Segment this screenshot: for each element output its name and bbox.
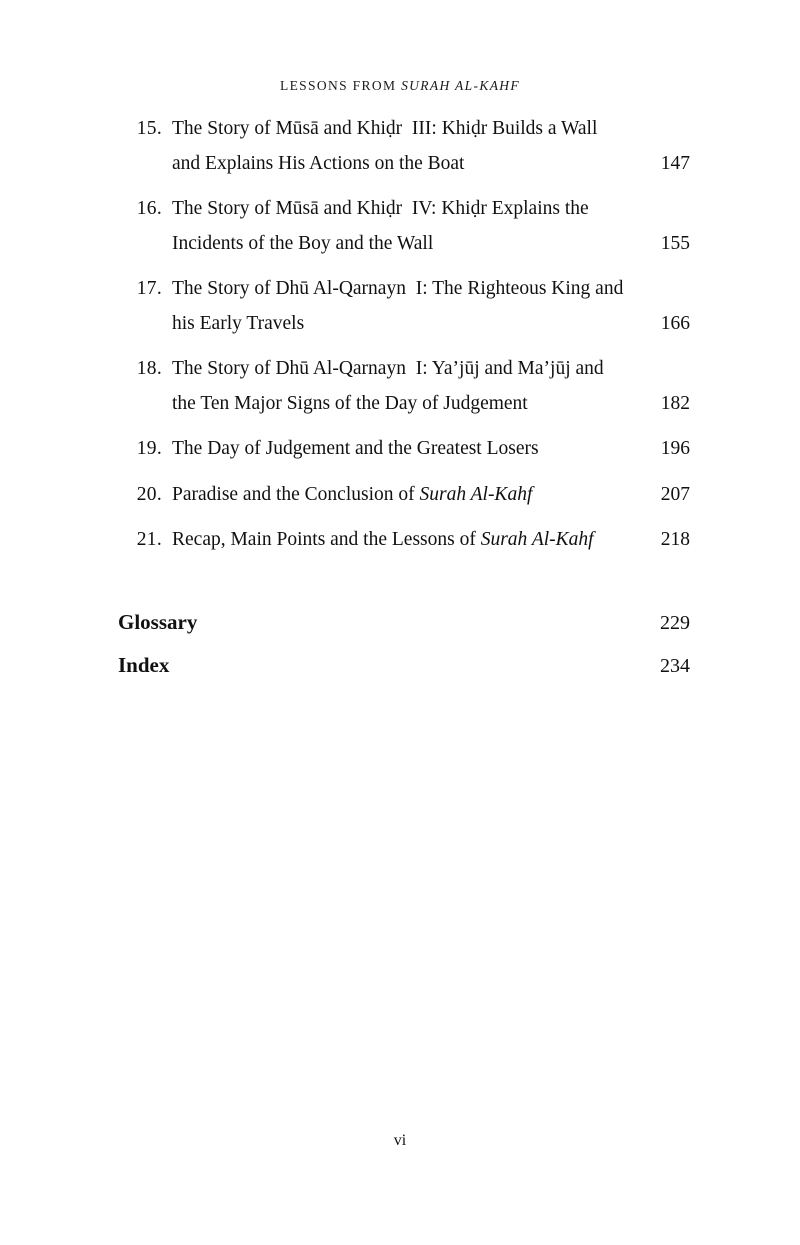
toc-entry-title: The Story of Mūsā and Khiḍr III: Khiḍr Builds a Wall and Explains His Actions on the Boat bbox=[172, 118, 598, 174]
toc-entry bbox=[118, 192, 690, 261]
backmatter-entry-index bbox=[118, 650, 690, 681]
backmatter-page: 229 bbox=[660, 612, 690, 634]
toc-entry-number: 17. bbox=[136, 278, 162, 299]
toc-entry bbox=[118, 352, 690, 421]
toc-entry-title: Recap, Main Points and the Lessons of Surah Al-Kahf bbox=[172, 529, 594, 550]
toc-entry-page: 147 bbox=[660, 152, 690, 174]
toc-entry bbox=[118, 478, 690, 513]
toc-entry bbox=[118, 432, 690, 467]
running-head bbox=[0, 78, 800, 94]
toc-entry-number: 21. bbox=[136, 529, 162, 550]
running-head-prefix: LESSONS FROM bbox=[279, 78, 402, 93]
toc-entry-page: 182 bbox=[660, 392, 690, 414]
toc-entry-title: The Story of Dhū Al-Qarnayn I: Ya’jūj and Ma’jūj and the Ten Major Signs of the Day of Judgement bbox=[172, 358, 604, 414]
toc-entry-page: 207 bbox=[660, 483, 690, 505]
backmatter-title: Glossary bbox=[118, 610, 198, 634]
page-folio: vi bbox=[393, 1132, 407, 1149]
toc-entry bbox=[118, 112, 690, 181]
toc-entry bbox=[118, 523, 690, 558]
toc-entry-title: The Story of Dhū Al-Qarnayn I: The Righteous King and his Early Travels bbox=[172, 278, 624, 334]
toc-entry-title: Paradise and the Conclusion of Surah Al-Kahf bbox=[172, 483, 533, 505]
toc-entry-number: 20. bbox=[136, 483, 162, 505]
toc-entry-title: The Day of Judgement and the Greatest Losers bbox=[172, 438, 539, 459]
backmatter-entries bbox=[118, 607, 690, 693]
table-of-contents bbox=[118, 112, 690, 569]
toc-entry-page: 155 bbox=[660, 232, 690, 254]
toc-entry-number: 15. bbox=[136, 118, 162, 139]
toc-entry-title: The Story of Mūsā and Khiḍr IV: Khiḍr Explains the Incidents of the Boy and the Wall bbox=[172, 198, 589, 254]
backmatter-title: Index bbox=[118, 653, 170, 677]
toc-entry bbox=[118, 272, 690, 341]
backmatter-entry-glossary bbox=[118, 607, 690, 638]
backmatter-page: 234 bbox=[660, 655, 690, 677]
toc-entry-page: 166 bbox=[660, 312, 690, 334]
toc-entry-page: 218 bbox=[660, 529, 690, 550]
toc-entry-number: 18. bbox=[136, 358, 162, 379]
toc-entry-number: 16. bbox=[136, 198, 162, 219]
toc-entry-page: 196 bbox=[660, 438, 690, 459]
toc-entry-number: 19. bbox=[136, 438, 162, 459]
running-head-title: SURAH AL-KAHF bbox=[401, 78, 520, 93]
